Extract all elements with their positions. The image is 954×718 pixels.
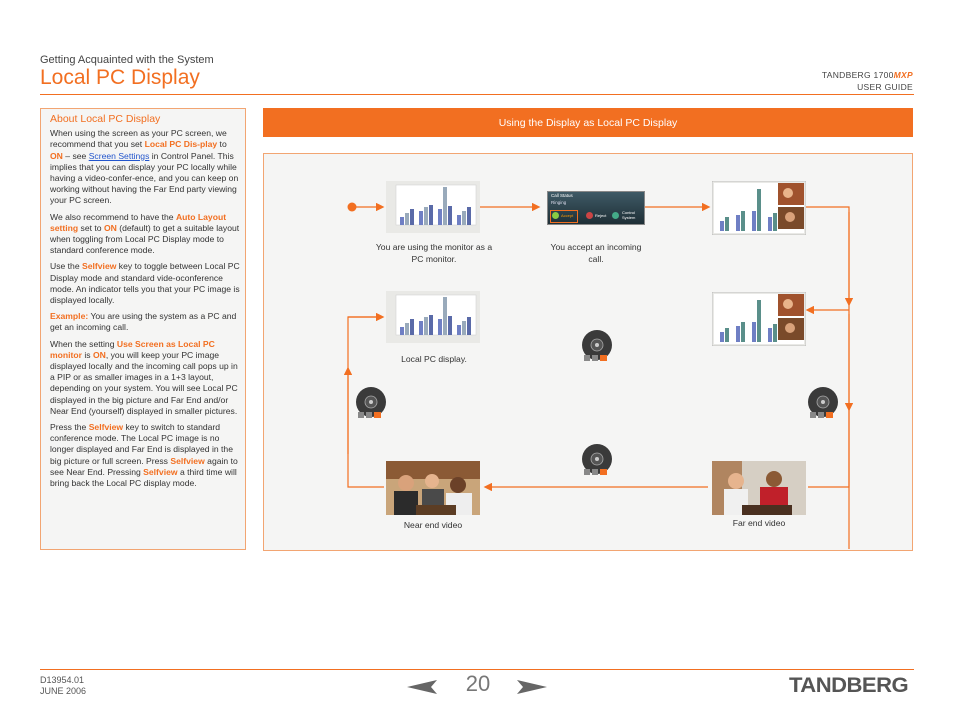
text: again to see Near End. Pressing (50, 455, 238, 477)
pc-with-pip-thumbnail (712, 181, 806, 240)
doc-id: D13954.01 (40, 675, 85, 685)
text: (default) to get a suitable layout when toggling from Local PC Display mode to standard conference mode. (50, 222, 240, 256)
call-status-title: Call Status (551, 193, 573, 198)
page-title: Local PC Display (40, 66, 200, 89)
setting-local-pc-display: Local PC Dis-play (144, 139, 218, 150)
text: We also recommend to have the (50, 211, 176, 222)
caption-local-pc: Local PC display. (401, 354, 467, 364)
guide-label: USER GUIDE (857, 82, 913, 92)
about-box (40, 108, 246, 550)
pc-with-pip-thumbnail-2 (712, 292, 806, 351)
remote-control-icon (806, 386, 840, 425)
text: When the setting (50, 338, 117, 349)
text: You are using the system as a PC and get an incoming call. (50, 311, 237, 333)
text: , you will keep your PC image displayed locally and the incoming call pops up in a PIP or as smaller images in a 1+3 layout, depending on your system. You will see Local PC displayed in the big picture and Far End and/or Near End (yourself) displayed in smaller pictures. (50, 349, 238, 416)
paragraph-6 (50, 422, 240, 489)
remote-control-icon (354, 386, 388, 425)
call-status-sub: Ringing (551, 200, 567, 205)
text: to (217, 139, 227, 150)
paragraph-5 (50, 339, 240, 417)
key-selfview: Selfview (88, 422, 124, 433)
value-on: ON (103, 222, 117, 233)
caption-far-end: Far end video (732, 518, 786, 528)
header-rule (40, 94, 914, 95)
accept-label: Accept (561, 213, 574, 218)
text: key to switch to standard conference mode. The Local PC image is no longer displayed and Far End is displayed in the big picture or full screen. Press (50, 422, 233, 466)
product-suffix: MXP (893, 70, 913, 80)
start-dot (348, 203, 357, 212)
key-selfview: Selfview (170, 455, 205, 466)
product-name: TANDBERG 1700 (821, 70, 894, 80)
caption-accept: You accept an incoming call. (550, 242, 642, 264)
previous-page-arrow-icon[interactable] (407, 680, 437, 699)
text: in Control Panel. This implies that you can display your PC locally while having a video-confer-ence, and you can keep on working without having the Far End party viewing your PC screen. (50, 150, 239, 206)
text: set to (78, 222, 104, 233)
footer-rule (40, 669, 914, 670)
caption-near-end: Near end video (403, 520, 463, 530)
reject-icon (586, 212, 593, 219)
setting-use-screen: Use Screen as Local PC monitor (50, 338, 215, 360)
banner-label: Using the Display as Local PC Display (498, 116, 678, 129)
text: When using the screen as your PC screen, we recommend that you set (50, 128, 227, 150)
footer-doc-info (40, 675, 86, 697)
remote-control-icon (580, 443, 614, 482)
product-label (822, 69, 913, 93)
text: is (81, 349, 93, 360)
value-on: ON (92, 349, 106, 360)
remote-control-icon (580, 329, 614, 368)
setting-auto-layout: Auto Layout setting (50, 211, 227, 233)
key-selfview: Selfview (82, 261, 117, 272)
about-title: About Local PC Display (50, 113, 161, 125)
screen-settings-link[interactable]: Screen Settings (88, 150, 150, 161)
text: Press the (50, 422, 89, 433)
near-end-photo (386, 461, 480, 520)
reject-label: Reject (595, 213, 607, 218)
tandberg-logo: TANDBERG (789, 674, 909, 697)
flow-diagram (263, 153, 913, 551)
text: key to toggle between Local PC Display mode and standard vide-oconference mode. An indicator tells you that your PC image is displayed locally. (50, 261, 240, 306)
value-on: ON (50, 150, 63, 161)
paragraph-4 (50, 311, 240, 333)
paragraph-1 (50, 128, 240, 206)
text: a third time will bring back the Local PC display mode. (50, 466, 237, 489)
control-label: Control System (622, 210, 636, 220)
far-end-photo (712, 461, 806, 520)
text: – see (62, 150, 89, 161)
text: Use the (50, 261, 83, 272)
key-selfview: Selfview (143, 466, 178, 477)
example-label: Example: (50, 311, 89, 322)
pc-chart-thumbnail (386, 181, 480, 238)
next-page-arrow-icon[interactable] (517, 680, 547, 699)
page-number: 20 (465, 671, 491, 696)
call-status-thumbnail (547, 191, 645, 225)
doc-date: JUNE 2006 (40, 686, 87, 696)
paragraph-3 (50, 261, 240, 306)
paragraph-2 (50, 212, 240, 257)
section-label: Getting Acquainted with the System (40, 54, 214, 66)
diagram-banner (263, 108, 913, 137)
control-icon (612, 212, 619, 219)
local-pc-chart-thumbnail (386, 291, 480, 348)
caption-pc-monitor: You are using the monitor as a PC monitor. (375, 242, 493, 264)
accept-icon (552, 212, 559, 219)
